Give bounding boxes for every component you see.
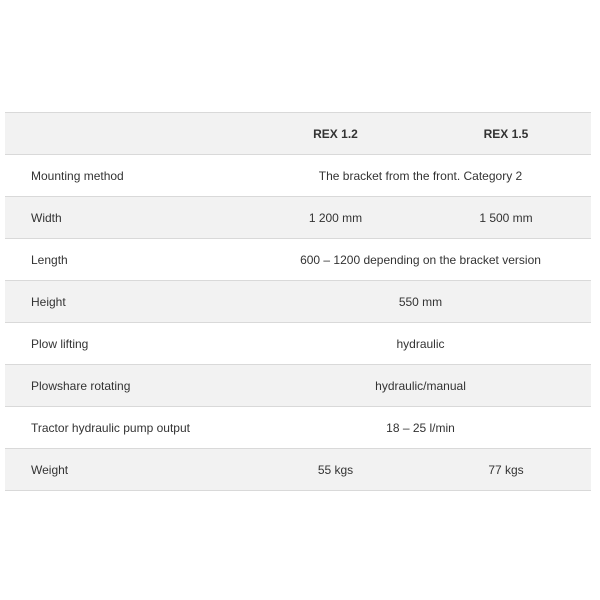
table-row-mounting-method	[5, 155, 591, 197]
row-label: Height	[31, 294, 66, 309]
row-value: 600 – 1200 depending on the bracket version	[300, 252, 541, 267]
row-label: Mounting method	[31, 168, 124, 183]
header-rex-1-5: REX 1.5	[483, 126, 529, 141]
table-row-plow-lifting	[5, 323, 591, 365]
table-row-plowshare-rotating	[5, 365, 591, 407]
row-value: 18 – 25 l/min	[386, 420, 455, 435]
row-label: Length	[31, 252, 68, 267]
row-value: hydraulic/manual	[375, 378, 466, 393]
table-row-height	[5, 281, 591, 323]
row-value-rex-1-5: 77 kgs	[488, 462, 524, 477]
row-label: Tractor hydraulic pump output	[31, 420, 190, 435]
table-row-tractor-hydraulic-pump-output	[5, 407, 591, 449]
row-value: hydraulic	[396, 336, 445, 351]
table-row-length	[5, 239, 591, 281]
row-value-rex-1-2: 55 kgs	[317, 462, 354, 477]
table-row-width	[5, 197, 591, 239]
row-label: Weight	[31, 462, 69, 477]
row-label: Width	[31, 210, 62, 225]
header-rex-1-2: REX 1.2	[313, 126, 358, 141]
table-row-weight	[5, 449, 591, 491]
row-label: Plow lifting	[31, 336, 89, 351]
row-value: 550 mm	[398, 294, 443, 309]
specifications-table	[5, 112, 591, 491]
row-value-rex-1-5: 1 500 mm	[479, 210, 533, 225]
row-value-rex-1-2: 1 200 mm	[308, 210, 363, 225]
table-header-row	[5, 113, 591, 155]
row-label: Plowshare rotating	[31, 378, 131, 393]
row-value: The bracket from the front. Category 2	[318, 168, 523, 183]
